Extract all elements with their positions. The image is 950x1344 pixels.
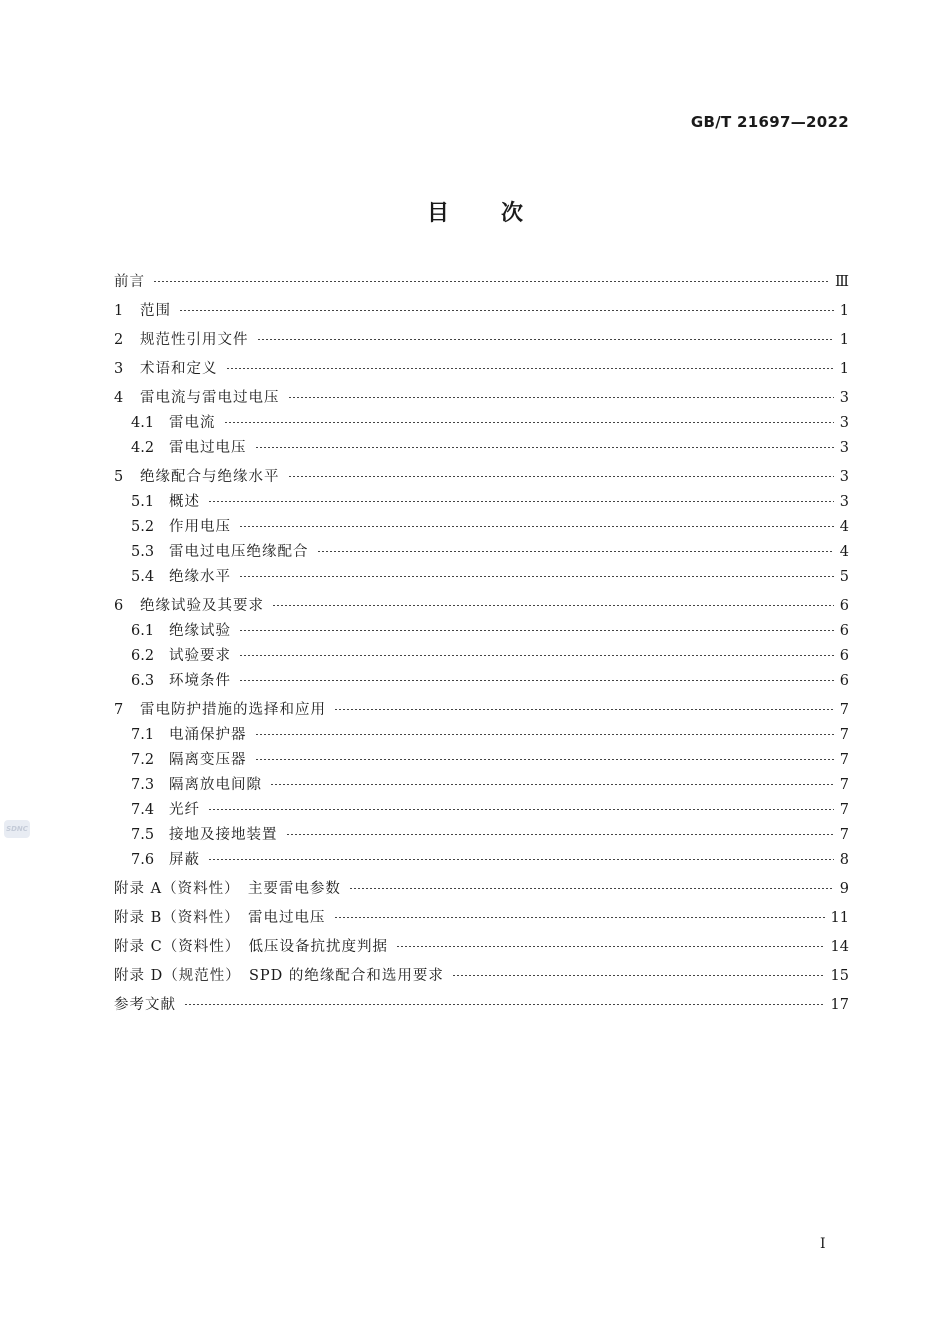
dot-leader [239, 526, 834, 527]
toc-entry-page: 6 [839, 598, 849, 614]
toc-entry-number: 7.6 [131, 852, 155, 868]
toc-entry-label: 雷电流 [169, 415, 216, 431]
dot-leader [239, 680, 834, 681]
toc-entry-label: 绝缘水平 [169, 569, 231, 585]
toc-entry[interactable] [114, 619, 849, 644]
toc-entry[interactable] [114, 515, 849, 540]
toc-entry-label: 隔离变压器 [169, 752, 247, 768]
dot-leader [288, 476, 834, 477]
toc-entry-label: 屏蔽 [169, 852, 200, 868]
toc-entry-page: 9 [839, 881, 849, 897]
toc-entry[interactable] [114, 773, 849, 798]
toc-entry[interactable] [114, 906, 849, 931]
table-of-contents [114, 270, 849, 1018]
toc-entry-label: 术语和定义 [140, 361, 218, 377]
dot-leader [208, 809, 834, 810]
toc-entry-page: 7 [839, 752, 849, 768]
toc-entry-number: 3 [114, 361, 124, 377]
toc-entry-number: 1 [114, 303, 124, 319]
dot-leader [272, 605, 834, 606]
toc-entry-page: 6 [839, 673, 849, 689]
toc-entry-page: 7 [839, 702, 849, 718]
toc-entry-label: 范围 [140, 303, 171, 319]
toc-entry[interactable] [114, 823, 849, 848]
toc-entry-label: 概述 [169, 494, 200, 510]
toc-entry-number: 7.1 [131, 727, 155, 743]
dot-leader [226, 368, 834, 369]
watermark-text: SDNC [6, 825, 28, 833]
toc-entry-label: 绝缘配合与绝缘水平 [140, 469, 280, 485]
toc-entry-number: 5.3 [131, 544, 155, 560]
toc-entry-label: 试验要求 [169, 648, 231, 664]
standard-code: GB/T 21697—2022 [690, 113, 849, 131]
dot-leader [153, 281, 829, 282]
toc-entry[interactable] [114, 465, 849, 490]
toc-entry-page: 1 [839, 361, 849, 377]
toc-entry[interactable] [114, 270, 849, 295]
toc-entry-page: 7 [839, 802, 849, 818]
toc-entry[interactable] [114, 798, 849, 823]
toc-entry-page: 6 [839, 623, 849, 639]
toc-entry-page: 3 [839, 494, 849, 510]
toc-entry[interactable] [114, 436, 849, 461]
toc-entry[interactable] [114, 411, 849, 436]
toc-entry-label: 环境条件 [169, 673, 231, 689]
toc-entry-label: 雷电过电压绝缘配合 [169, 544, 309, 560]
watermark-logo-icon [4, 820, 30, 838]
toc-entry[interactable] [114, 723, 849, 748]
toc-entry-number: 7 [114, 702, 124, 718]
toc-entry-label: 参考文献 [114, 997, 176, 1013]
dot-leader [208, 859, 834, 860]
toc-entry-label: 附录 B（资料性） 雷电过电压 [114, 910, 326, 926]
toc-entry[interactable] [114, 848, 849, 873]
dot-leader [452, 975, 825, 976]
toc-entry-number: 5 [114, 469, 124, 485]
toc-entry-label: 绝缘试验 [169, 623, 231, 639]
toc-entry-label: 隔离放电间隙 [169, 777, 262, 793]
dot-leader [334, 917, 825, 918]
toc-entry-label: 光纤 [169, 802, 200, 818]
dot-leader [396, 946, 825, 947]
footer-page-number: I [820, 1236, 826, 1252]
toc-entry[interactable] [114, 935, 849, 960]
dot-leader [257, 339, 834, 340]
toc-entry-label: 前言 [114, 274, 145, 290]
toc-entry-page: 15 [830, 968, 849, 984]
dot-leader [255, 734, 834, 735]
toc-entry[interactable] [114, 328, 849, 353]
toc-entry[interactable] [114, 565, 849, 590]
dot-leader [179, 310, 834, 311]
toc-entry-page: 7 [839, 827, 849, 843]
toc-entry-number: 4.1 [131, 415, 155, 431]
toc-entry-number: 7.3 [131, 777, 155, 793]
toc-entry-number: 4 [114, 390, 124, 406]
toc-entry-page: 7 [839, 727, 849, 743]
toc-entry-number: 5.4 [131, 569, 155, 585]
dot-leader [224, 422, 834, 423]
dot-leader [239, 576, 834, 577]
dot-leader [184, 1004, 825, 1005]
dot-leader [288, 397, 834, 398]
toc-entry-page: Ⅲ [835, 274, 849, 290]
toc-entry-label: 附录 D（规范性） SPD 的绝缘配合和选用要求 [114, 968, 444, 984]
dot-leader [334, 709, 834, 710]
toc-entry-number: 6 [114, 598, 124, 614]
toc-entry-label: 雷电流与雷电过电压 [140, 390, 280, 406]
toc-entry-label: 规范性引用文件 [140, 332, 249, 348]
toc-entry-number: 4.2 [131, 440, 155, 456]
toc-entry-number: 7.5 [131, 827, 155, 843]
toc-entry[interactable] [114, 299, 849, 324]
toc-entry-page: 4 [839, 544, 849, 560]
toc-entry-number: 6.3 [131, 673, 155, 689]
toc-entry-number: 7.2 [131, 752, 155, 768]
dot-leader [270, 784, 834, 785]
toc-entry-number: 6.1 [131, 623, 155, 639]
toc-entry-page: 1 [839, 303, 849, 319]
toc-entry[interactable] [114, 644, 849, 669]
toc-entry-label: 附录 A（资料性） 主要雷电参数 [114, 881, 341, 897]
toc-entry-label: 作用电压 [169, 519, 231, 535]
toc-entry-page: 5 [839, 569, 849, 585]
toc-entry[interactable] [114, 357, 849, 382]
toc-entry-page: 6 [839, 648, 849, 664]
toc-entry[interactable] [114, 964, 849, 989]
dot-leader [239, 655, 834, 656]
toc-entry[interactable] [114, 698, 849, 723]
toc-entry-number: 2 [114, 332, 124, 348]
dot-leader [286, 834, 834, 835]
toc-entry-page: 11 [830, 910, 849, 926]
toc-entry[interactable] [114, 540, 849, 565]
toc-entry[interactable] [114, 594, 849, 619]
toc-entry-page: 4 [839, 519, 849, 535]
toc-entry-label: 雷电过电压 [169, 440, 247, 456]
dot-leader [239, 630, 834, 631]
toc-entry-page: 17 [830, 997, 849, 1013]
dot-leader [208, 501, 834, 502]
toc-entry[interactable] [114, 748, 849, 773]
toc-entry-number: 5.2 [131, 519, 155, 535]
toc-entry-label: 雷电防护措施的选择和应用 [140, 702, 326, 718]
toc-entry-number: 6.2 [131, 648, 155, 664]
toc-entry-page: 7 [839, 777, 849, 793]
toc-entry-page: 8 [839, 852, 849, 868]
dot-leader [255, 447, 834, 448]
toc-entry[interactable] [114, 993, 849, 1018]
toc-entry-page: 3 [839, 415, 849, 431]
toc-entry-number: 7.4 [131, 802, 155, 818]
toc-entry[interactable] [114, 490, 849, 515]
dot-leader [317, 551, 834, 552]
toc-entry-page: 3 [839, 469, 849, 485]
toc-entry[interactable] [114, 386, 849, 411]
toc-entry-page: 3 [839, 440, 849, 456]
toc-entry[interactable] [114, 669, 849, 694]
toc-entry-label: 接地及接地装置 [169, 827, 278, 843]
toc-entry-page: 3 [839, 390, 849, 406]
toc-entry-page: 14 [830, 939, 849, 955]
toc-entry-label: 附录 C（资料性） 低压设备抗扰度判据 [114, 939, 388, 955]
toc-entry-page: 1 [839, 332, 849, 348]
toc-entry-label: 电涌保护器 [169, 727, 247, 743]
toc-entry[interactable] [114, 877, 849, 902]
dot-leader [349, 888, 834, 889]
toc-entry-number: 5.1 [131, 494, 155, 510]
dot-leader [255, 759, 834, 760]
toc-entry-label: 绝缘试验及其要求 [140, 598, 264, 614]
page-title: 目次 [426, 201, 575, 226]
